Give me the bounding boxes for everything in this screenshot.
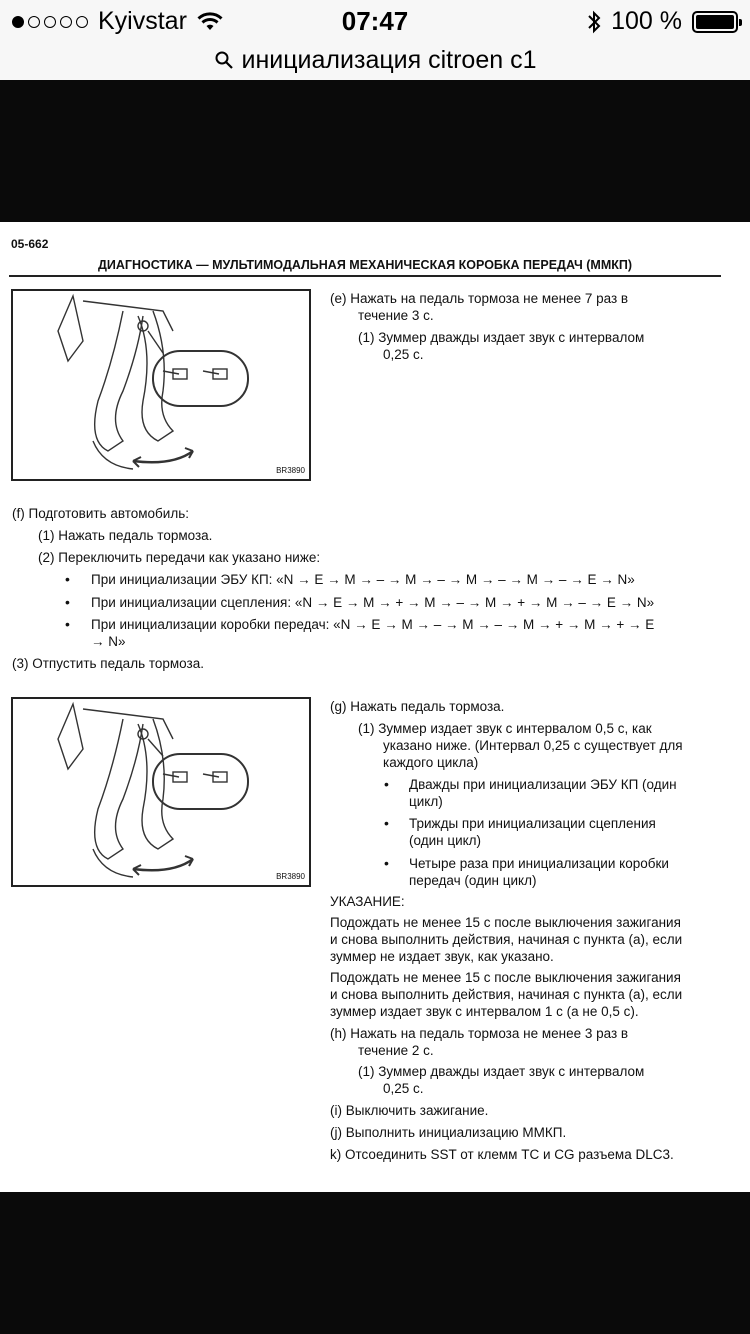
top-bar <box>0 0 750 80</box>
step-f1-text: (1) Нажать педаль тормоза. <box>38 528 213 543</box>
f2-bullet-2: При инициализации сцепления: «N → E → M → + → M → – → M → + → M → – → E → N» <box>91 595 655 610</box>
step-j-text: (j) Выполнить инициализацию ММКП. <box>330 1125 567 1140</box>
f2-bullet-3: При инициализации коробки передач: «N → E → M → – → M → – → M → + → M → + → E <box>91 617 655 632</box>
step-h1-text-cont: 0,25 с. <box>383 1081 424 1096</box>
f2-bullet-3-cont: → N» <box>91 634 126 649</box>
note-1-line-1: Подождать не менее 15 с после выключения зажигания <box>330 915 681 930</box>
bullet-icon: • <box>384 855 389 871</box>
step-k-text: k) Отсоединить SST от клемм TC и CG разъема DLC3. <box>330 1147 674 1162</box>
search-query: инициализация citroen c1 <box>241 45 537 74</box>
figure-code: BR3890 <box>276 872 305 881</box>
note-2-line-3: зуммер издает звук с интервалом 1 с (а не 0,5 с). <box>330 1004 639 1019</box>
g-bullet-1: Дважды при инициализации ЭБУ КП (один <box>409 777 677 792</box>
step-e1-text-cont: 0,25 с. <box>383 347 424 362</box>
step-g1-text-2: указано ниже. (Интервал 0,25 с существует для <box>383 738 683 753</box>
f2-bullet-1: При инициализации ЭБУ КП: «N → E → M → – → M → – → M → – → M → – → E → N» <box>91 572 635 587</box>
bullet-icon: • <box>65 594 70 610</box>
battery-icon <box>692 11 738 33</box>
search-icon <box>214 50 234 70</box>
note-heading: УКАЗАНИЕ: <box>330 894 405 909</box>
page-number: 05-662 <box>11 237 49 251</box>
bluetooth-icon <box>587 10 601 34</box>
bottom-black-band <box>0 1192 750 1334</box>
title-rule <box>9 275 721 277</box>
status-bar <box>0 0 750 40</box>
step-h-text-cont: течение 2 с. <box>358 1043 434 1058</box>
brake-pedal-figure-2 <box>11 697 311 887</box>
clock: 07:47 <box>341 6 409 36</box>
bullet-icon: • <box>384 815 389 831</box>
step-e-text-cont: течение 3 с. <box>358 308 434 323</box>
note-2-line-2: и снова выполнить действия, начиная с пункта (a), если <box>330 987 683 1002</box>
page-title: ДИАГНОСТИКА — МУЛЬТИМОДАЛЬНАЯ МЕХАНИЧЕСКАЯ КОРОБКА ПЕРЕДАЧ (ММКП) <box>97 258 633 272</box>
brake-pedal-illustration-2 <box>13 699 309 885</box>
document-image[interactable] <box>0 222 750 1192</box>
g-bullet-3-cont: передач (один цикл) <box>409 873 537 888</box>
search-bar[interactable] <box>0 40 750 80</box>
step-g-heading: (g) Нажать педаль тормоза. <box>330 699 505 714</box>
figure-code: BR3890 <box>276 466 305 475</box>
step-h1-text: (1) Зуммер дважды издает звук с интервалом <box>358 1064 645 1079</box>
brake-pedal-illustration <box>13 291 309 479</box>
bullet-icon: • <box>65 616 70 632</box>
step-g1-text: (1) Зуммер издает звук с интервалом 0,5 с, как <box>358 721 652 736</box>
g-bullet-2-cont: (один цикл) <box>409 833 482 848</box>
step-h-text: (h) Нажать на педаль тормоза не менее 3 раз в <box>330 1026 629 1041</box>
step-f-heading: (f) Подготовить автомобиль: <box>12 506 189 521</box>
step-f3-text: (3) Отпустить педаль тормоза. <box>12 656 204 671</box>
step-g1-text-3: каждого цикла) <box>383 755 479 770</box>
g-bullet-3: Четыре раза при инициализации коробки <box>409 856 669 871</box>
g-bullet-1-cont: цикл) <box>409 794 443 809</box>
status-right <box>587 7 738 36</box>
bullet-icon: • <box>384 776 389 792</box>
note-1-line-3: зуммер не издает звук, как указано. <box>330 949 554 964</box>
step-e1-text: (1) Зуммер дважды издает звук с интервалом <box>358 330 645 345</box>
step-e-text: (e) Нажать на педаль тормоза не менее 7 раз в <box>330 291 629 306</box>
note-1-line-2: и снова выполнить действия, начиная с пункта (a), если <box>330 932 683 947</box>
step-i-text: (i) Выключить зажигание. <box>330 1103 489 1118</box>
battery-percent: 100 % <box>611 7 682 35</box>
note-2-line-1: Подождать не менее 15 с после выключения зажигания <box>330 970 681 985</box>
brake-pedal-figure <box>11 289 311 481</box>
carrier-name: Kyivstar <box>98 7 187 35</box>
bullet-icon: • <box>65 571 70 587</box>
g-bullet-2: Трижды при инициализации сцепления <box>409 816 656 831</box>
step-f2-text: (2) Переключить передачи как указано ниже: <box>38 550 321 565</box>
